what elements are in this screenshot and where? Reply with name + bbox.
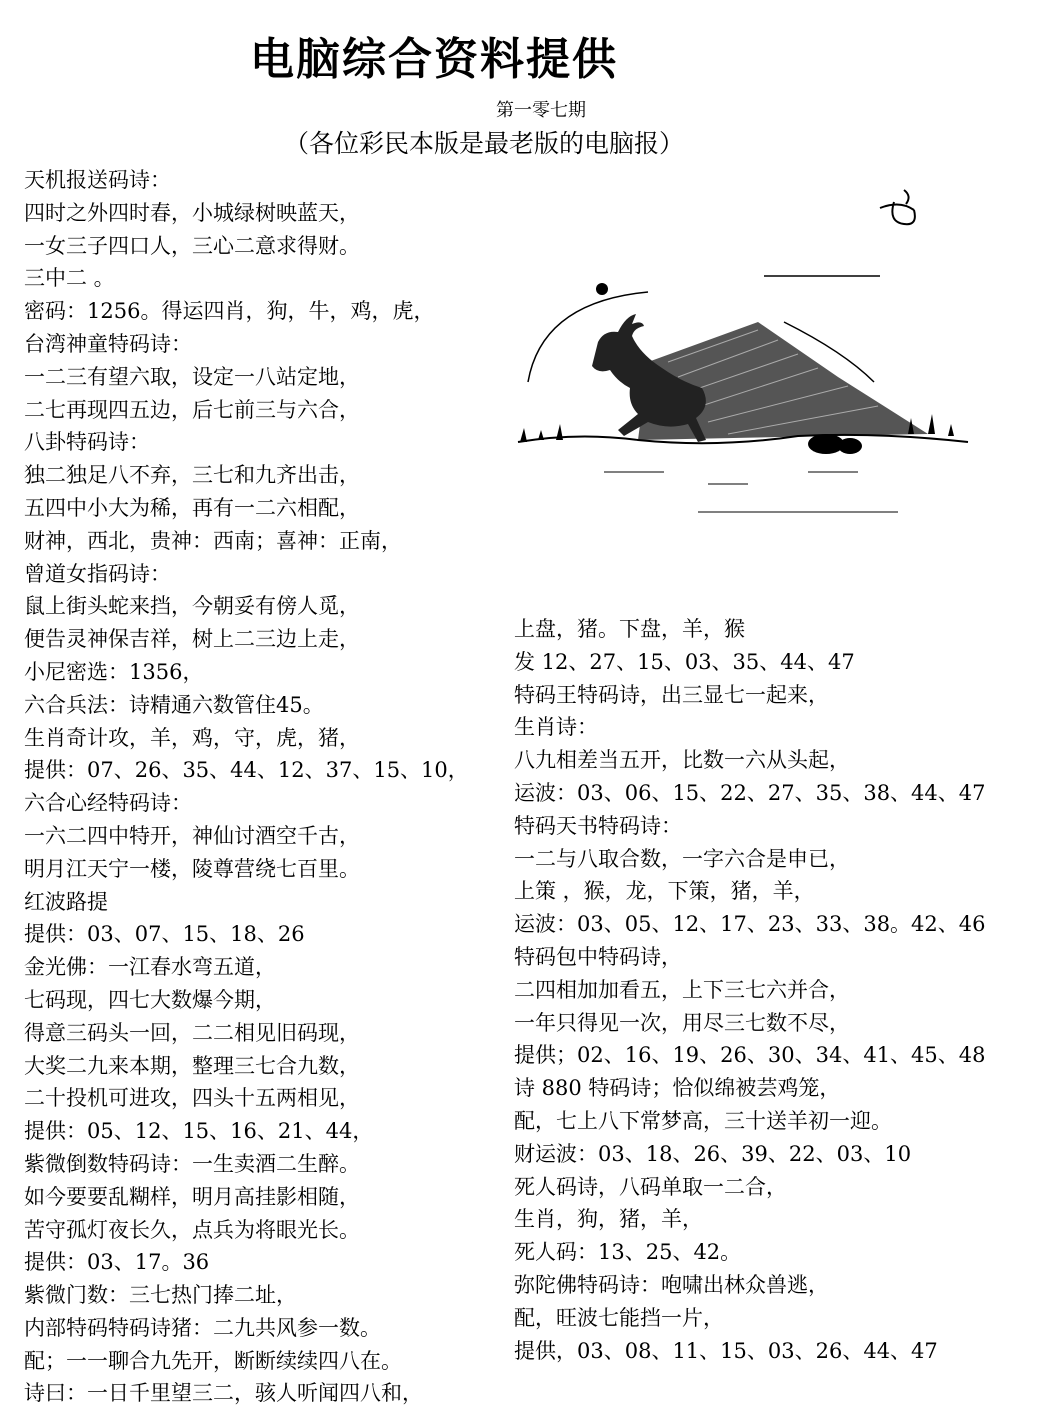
text-line: 得意三码头一回，二二相见旧码现， (24, 1020, 360, 1045)
text-line: 天机报送码诗： (24, 168, 171, 192)
text-line: 苦守孤灯夜长久，点兵为将眼光长。 (24, 1217, 360, 1242)
text-line: 配，旺波七能挡一片， (514, 1305, 724, 1330)
text-line: 便告灵神保吉祥，树上二三边上走， (24, 627, 360, 652)
text-line: 明月江天宁一楼，陵尊营绕七百里。 (24, 856, 360, 881)
text-line: 提供：03、17。36 (24, 1250, 210, 1275)
text-line: 独二独足八不弃，三七和九齐出击， (24, 463, 360, 488)
deer-mountain-illustration (508, 172, 978, 532)
text-line: 死人码诗，八码单取一二合， (514, 1174, 787, 1199)
text-line: 生肖诗： (514, 715, 598, 740)
text-line: 运波：03、05、12、17、23、33、38。42、46 (514, 912, 986, 937)
text-line: 二七再现四五边，后七前三与六合， (24, 397, 360, 422)
text-line: 财运波：03、18、26、39、22、03、10 (514, 1141, 912, 1166)
text-line: 二十投机可进攻，四头十五两相见， (24, 1086, 360, 1111)
text-line: 提供：03、07、15、18、26 (24, 922, 305, 947)
text-line: 如今要要乱糊样，明月高挂影相随， (24, 1184, 360, 1209)
text-line: 提供：05、12、15、16、21、44， (24, 1119, 374, 1144)
text-line: 提供，03、08、11、15、03、26、44、47 (514, 1338, 938, 1363)
text-line: 八九相差当五开，比数一六从头起， (514, 748, 850, 773)
text-line: 上策 ，猴，龙，下策，猪，羊， (514, 879, 815, 904)
text-line: 三中二 。 (24, 266, 115, 291)
text-line: 一女三子四口人，三心二意求得财。 (24, 233, 360, 258)
text-line: 运波：03、06、15、22、27、35、38、44、47 (514, 780, 986, 805)
text-line: 财神，西北，贵神：西南；喜神：正南， (24, 528, 402, 553)
text-line: 内部特码特码诗猪：二九共风参一数。 (24, 1315, 381, 1340)
text-line: 四时之外四时春，小城绿树映蓝天， (24, 200, 360, 225)
text-line: 曾道女指码诗： (24, 561, 171, 586)
issue-number: 第一零七期 (496, 100, 586, 121)
text-line: 提供；02、16、19、26、30、34、41、45、48 (514, 1043, 986, 1068)
text-line: 提供：07、26、35、44、12、37、15、10， (24, 758, 469, 783)
text-line: 密码：1256。得运四肖，狗，牛，鸡，虎， (24, 299, 435, 324)
text-line: 上盘，猪。下盘，羊，猴 (514, 617, 745, 641)
text-line: 金光佛：一江春水弯五道， (24, 955, 276, 980)
text-line: 一二三有望六取，设定一八站定地， (24, 364, 360, 389)
text-line: 小尼密选：1356， (24, 659, 204, 684)
text-line: 六合兵法：诗精通六数管住45。 (24, 692, 324, 717)
text-line: 一年只得见一次，用尽三七数不尽， (514, 1010, 850, 1035)
page-title: 电脑综合资料提供 (250, 34, 618, 85)
text-line: 七码现，四七大数爆今期， (24, 987, 276, 1012)
text-line: 发 12、27、15、03、35、44、47 (514, 649, 855, 674)
text-line: 紫微门数：三七热门捧二址， (24, 1283, 297, 1308)
left-column (24, 164, 494, 1410)
text-line: 八卦特码诗： (24, 430, 150, 455)
text-line: 生肖奇计攻，羊，鸡，守，虎，猪， (24, 725, 360, 750)
text-line: 配，七上八下常梦高，三十送羊初一迎。 (514, 1108, 892, 1133)
text-line: 六合心经特码诗： (24, 791, 192, 816)
text-line: 特码天书特码诗： (514, 813, 682, 838)
text-line: 配；一一聊合九先开，断断续续四八在。 (24, 1348, 402, 1373)
right-column (514, 613, 1054, 1367)
text-line: 一二与八取合数，一字六合是申已， (514, 846, 850, 871)
text-line: 红波路提 (24, 889, 108, 914)
text-line: 五四中小大为稀，再有一二六相配， (24, 495, 360, 520)
text-line: 死人码：13、25、42。 (514, 1240, 742, 1265)
text-line: 诗 880 特码诗；恰似绵被芸鸡笼， (514, 1076, 841, 1101)
text-line: 弥陀佛特码诗：咆啸出林众兽逃， (514, 1272, 829, 1297)
text-line: 诗曰：一日千里望三二，骇人听闻四八和， (24, 1381, 423, 1406)
text-line: 大奖二九来本期，整理三七合九数， (24, 1053, 360, 1078)
text-line: 特码包中特码诗， (514, 944, 682, 969)
text-line: 一六二四中特开，神仙讨酒空千古， (24, 823, 360, 848)
text-line: 紫微倒数特码诗：一生卖酒二生醉。 (24, 1151, 360, 1176)
text-line: 特码王特码诗，出三显七一起来， (514, 682, 829, 707)
subtitle: （各位彩民本版是最老版的电脑报） (284, 129, 685, 158)
text-line: 生肖，狗，猪，羊， (514, 1207, 703, 1232)
text-line: 二四相加加看五，上下三七六并合， (514, 977, 850, 1002)
text-line: 鼠上街头蛇来挡，今朝妥有傍人觅， (24, 594, 360, 619)
text-line: 台湾神童特码诗： (24, 331, 192, 356)
